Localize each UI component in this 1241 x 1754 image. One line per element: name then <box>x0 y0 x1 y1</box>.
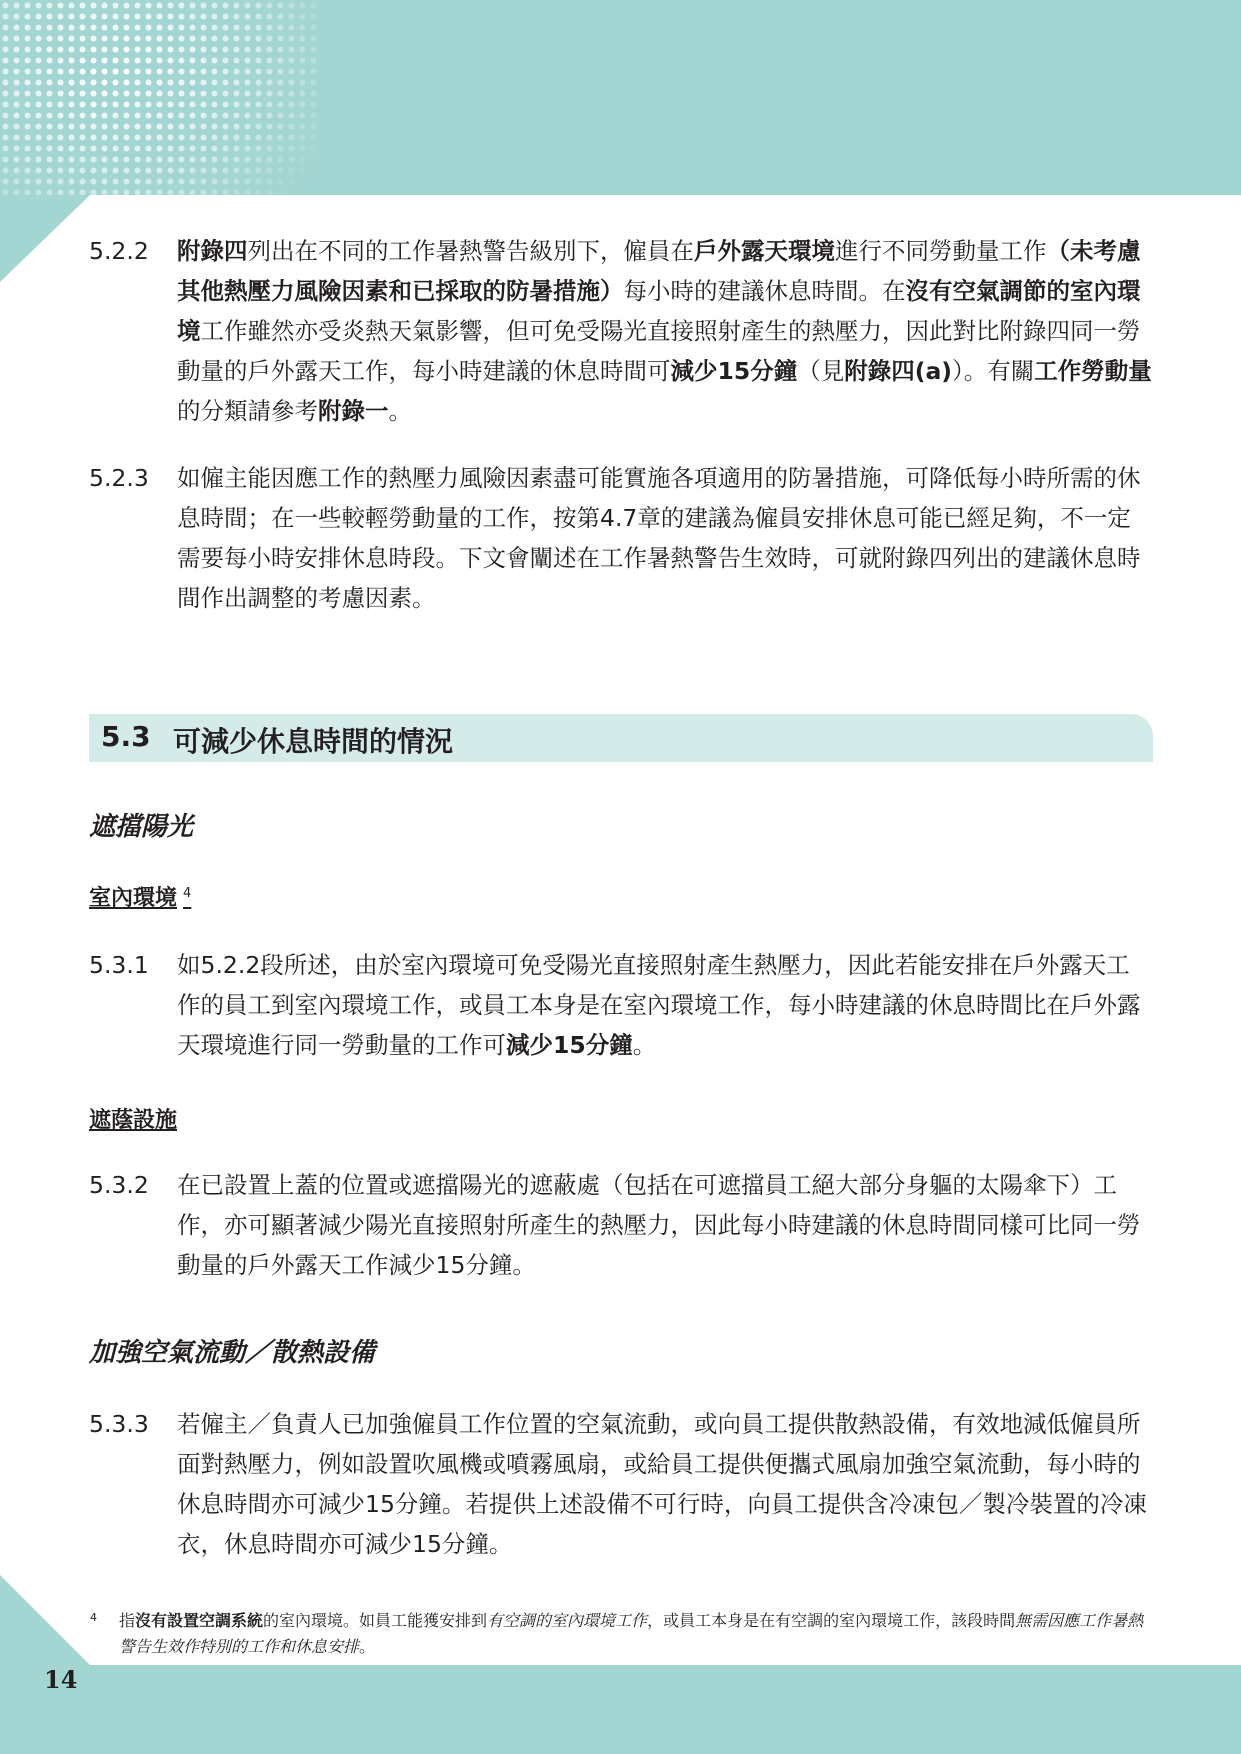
paragraph-number: 5.2.3 <box>89 464 149 492</box>
paragraph-5-3-2 <box>89 1165 1153 1285</box>
paragraph-body: 若僱主／負責人已加強僱員工作位置的空氣流動，或向員工提供散熱設備，有效地減低僱員所面對熱壓力，例如設置吹風機或噴霧風扇，或給員工提供便攜式風扇加強空氣流動，每小時的休息時間亦可減少15分鐘。若提供上述設備不可行時，向員工提供含冷凍包／製冷裝置的冷凍衣，休息時間亦可減少15分鐘。 <box>177 1410 1147 1558</box>
paragraph-body: 附錄四列出在不同的工作暑熱警告級別下，僱員在戶外露天環境進行不同勞動量工作（未考慮其他熱壓力風險因素和已採取的防暑措施）每小時的建議休息時間。在沒有空氣調節的室內環境工作雖然亦受炎熱天氣影響，但可免受陽光直接照射產生的熱壓力，因此對比附錄四同一勞動量的戶外露天工作，每小時建議的休息時間可減少15分鐘（見附錄四(a)）。有關工作勞動量的分類請參考附錄一。 <box>177 237 1152 425</box>
paragraph-5-3-3 <box>89 1404 1153 1564</box>
paragraph-number: 5.3.1 <box>89 951 149 979</box>
paragraph-5-3-1 <box>89 945 1153 1065</box>
paragraph-number: 5.3.3 <box>89 1410 149 1438</box>
footnote-body: 指沒有設置空調系統的室內環境。如員工能獲安排到有空調的室內環境工作，或員工本身是在有空調的室內環境工作，該段時間無需因應工作暑熱警告生效作特別的工作和休息安排。 <box>119 1611 1144 1656</box>
paragraph-body: 如僱主能因應工作的熱壓力風險因素盡可能實施各項適用的防暑措施，可降低每小時所需的休息時間；在一些較輕勞動量的工作，按第4.7章的建議為僱員安排休息可能已經足夠，不一定需要每小時安排休息時段。下文會闡述在工作暑熱警告生效時，可就附錄四列出的建議休息時間作出調整的考慮因素。 <box>177 464 1141 612</box>
footnote <box>90 1608 1154 1660</box>
page-number: 14 <box>44 1665 78 1694</box>
subheading-shelter: 遮蔭設施 <box>89 1108 178 1133</box>
paragraph-number: 5.3.2 <box>89 1171 149 1199</box>
footnote-reference: 4 <box>183 885 192 901</box>
section-title: 可減少休息時間的情況 <box>173 725 454 758</box>
paragraph-body: 如5.2.2段所述，由於室內環境可免受陽光直接照射產生熱壓力，因此若能安排在戶外露天工作的員工到室內環境工作，或員工本身是在室內環境工作，每小時建議的休息時間比在戶外露天環境進行同一勞動量的工作可減少15分鐘。 <box>177 951 1141 1059</box>
paragraph-body: 在已設置上蓋的位置或遮擋陽光的遮蔽處（包括在可遮擋員工絕大部分身軀的太陽傘下）工作，亦可顯著減少陽光直接照射所產生的熱壓力，因此每小時建議的休息時間同樣可比同一勞動量的戶外露天工作減少15分鐘。 <box>177 1171 1141 1279</box>
subheading-indoor-label: 室內環境 <box>89 886 178 911</box>
paragraph-5-2-3 <box>89 458 1153 618</box>
subheading-indoor <box>89 881 191 912</box>
section-number: 5.3 <box>101 720 151 753</box>
paragraph-number: 5.2.2 <box>89 237 149 265</box>
paragraph-5-2-2 <box>89 231 1153 431</box>
subheading-shade: 遮擋陽光 <box>89 812 194 842</box>
section-heading-5-3 <box>89 714 1153 762</box>
footnote-mark: 4 <box>90 1611 97 1624</box>
subheading-airflow: 加強空氣流動／散熱設備 <box>89 1338 376 1368</box>
